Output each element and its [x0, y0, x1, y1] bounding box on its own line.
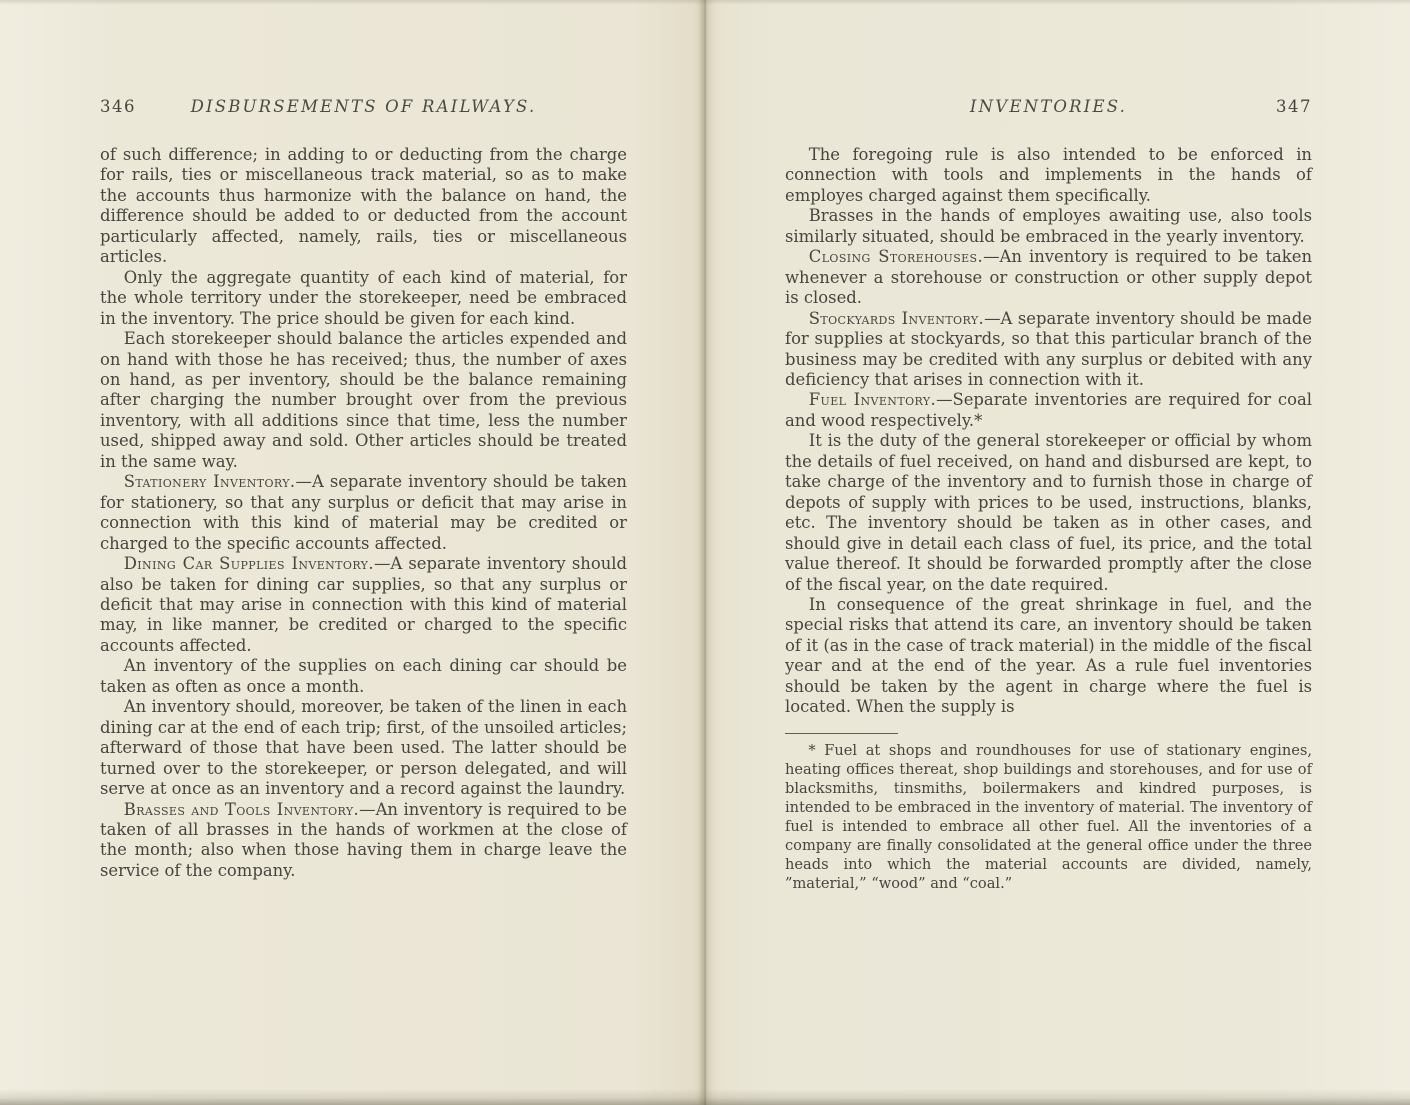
paragraph	[100, 329, 627, 472]
paragraph-text: It is the duty of the general storekeeper or official by whom the details of fuel received, on hand and disbursed are kept, to take charge of the inventory and to furnish those in charge of depots of supply with prices to be used, instructions, blanks, etc. The inventory should be taken as in other cases, and should give in detail each class of fuel, its price, and the total value thereof. It should be forwarded promptly after the close of the fiscal year, on the date required.	[785, 431, 1312, 594]
paragraph	[785, 431, 1312, 595]
paragraph	[785, 309, 1312, 391]
page-number-right: 347	[1276, 97, 1312, 116]
running-title-left: DISBURSEMENTS OF RAILWAYS.	[190, 97, 537, 116]
page-gutter-shadow	[698, 0, 712, 1105]
paragraph-lead: Brasses and Tools Inventory.	[123, 799, 360, 819]
paragraph-lead: Fuel Inventory.	[808, 390, 937, 410]
running-head-right	[785, 97, 1312, 119]
footnote: * Fuel at shops and roundhouses for use of stationary engines, heating offices thereat, shop buildings and storehouses, and for use of blacksmiths, tinsmiths, boilermakers and kindred purposes, is intended to be embraced in the inventory of material. The inventory of fuel is intended to embrace all other fuel. All the inventories of a company are finally consolidated at the general office under the three heads into which the material accounts are divided, namely, ”material,” “wood” and “coal.”	[785, 741, 1312, 893]
paragraph-text: —A separate inventory should be made for supplies at stockyards, so that this particular branch of the business may be credited with any surplus or debited with any deficiency that arises in connection with it.	[785, 308, 1312, 389]
paragraph	[100, 268, 627, 329]
paragraph	[100, 472, 627, 554]
paragraph	[785, 206, 1312, 247]
paragraph-text: of such difference; in adding to or deducting from the charge for rails, ties or miscellaneous track material, so as to make the accounts thus harmonize with the balance on hand, the difference should be added to or deducted from the account particularly affected, namely, rails, ties or miscellaneous articles.	[100, 145, 627, 267]
paragraph	[100, 145, 627, 268]
running-head-left	[100, 97, 627, 119]
page-number-left: 346	[100, 97, 136, 116]
running-title-right: INVENTORIES.	[969, 97, 1128, 116]
page-right-content	[785, 97, 1312, 893]
paragraph	[785, 247, 1312, 308]
paragraph-lead: Stockyards Inventory.	[808, 308, 985, 328]
paragraph-text: Brasses in the hands of employes awaiting use, also tools similarly situated, should be embraced in the yearly inventory.	[785, 206, 1312, 246]
paragraph-text: —A separate inventory should be taken for stationery, so that any surplus or deficit that may arise in connection with this kind of material may be credited or charged to the specific accounts affected.	[100, 472, 627, 553]
page-left-content	[100, 97, 627, 881]
paragraph-lead: Stationery Inventory.	[123, 472, 296, 492]
paragraph-text: Each storekeeper should balance the articles expended and on hand with those he has received; thus, the number of axes on hand, as per inventory, should be the balance remaining after charging the number brought over from the previous inventory, with all additions since that time, less the number used, shipped away and sold. Other articles should be treated in the same way.	[100, 329, 627, 471]
paragraph-text: An inventory of the supplies on each dining car should be taken as often as once a month.	[100, 656, 627, 696]
paragraph-text: The foregoing rule is also intended to be enforced in connection with tools and implements in the hands of employes charged against them specifically.	[785, 145, 1312, 205]
footnote-separator	[785, 733, 898, 734]
paragraph-text: In consequence of the great shrinkage in fuel, and the special risks that attend its care, an inventory should be taken of it (as in the case of track material) in the middle of the fiscal year and at the end of the year. As a rule fuel inventories should be taken by the agent in charge where the fuel is located. When the supply is	[785, 594, 1312, 717]
paragraph-text: Only the aggregate quantity of each kind of material, for the whole territory under the storekeeper, need be embraced in the inventory. The price should be given for each kind.	[100, 267, 627, 328]
paragraph	[100, 656, 627, 697]
paragraph	[785, 390, 1312, 431]
page-right	[705, 0, 1410, 1105]
body-text-left	[100, 145, 627, 881]
paragraph-text: —An inventory is required to be taken whenever a storehouse or construction or other supply depot is closed.	[785, 247, 1312, 308]
paragraph	[100, 800, 627, 882]
paragraph-text: —A separate inventory should also be taken for dining car supplies, so that any surplus or deficit that may arise in connection with this kind of material may, in like manner, be credited or charged to the specific accounts affected.	[100, 554, 627, 655]
paragraph-lead: Dining Car Supplies Inventory.	[123, 554, 374, 574]
paragraph	[785, 595, 1312, 718]
paragraph-text: —An inventory is required to be taken of all brasses in the hands of workmen at the close of the month; also when those having them in charge leave the service of the company.	[100, 799, 627, 880]
paragraph	[100, 697, 627, 799]
paragraph-lead: Closing Storehouses.	[808, 247, 984, 267]
paragraph-text: —Separate inventories are required for coal and wood respectively.*	[785, 390, 1312, 430]
paragraph	[100, 554, 627, 656]
body-text-right	[785, 145, 1312, 718]
paragraph	[785, 145, 1312, 206]
paragraph-text: An inventory should, moreover, be taken of the linen in each dining car at the end of each trip; first, of the unsoiled articles; afterward of those that have been used. The latter should be turned over to the storekeeper, or person delegated, and will serve at once as an inventory and a record against the laundry.	[100, 697, 627, 799]
